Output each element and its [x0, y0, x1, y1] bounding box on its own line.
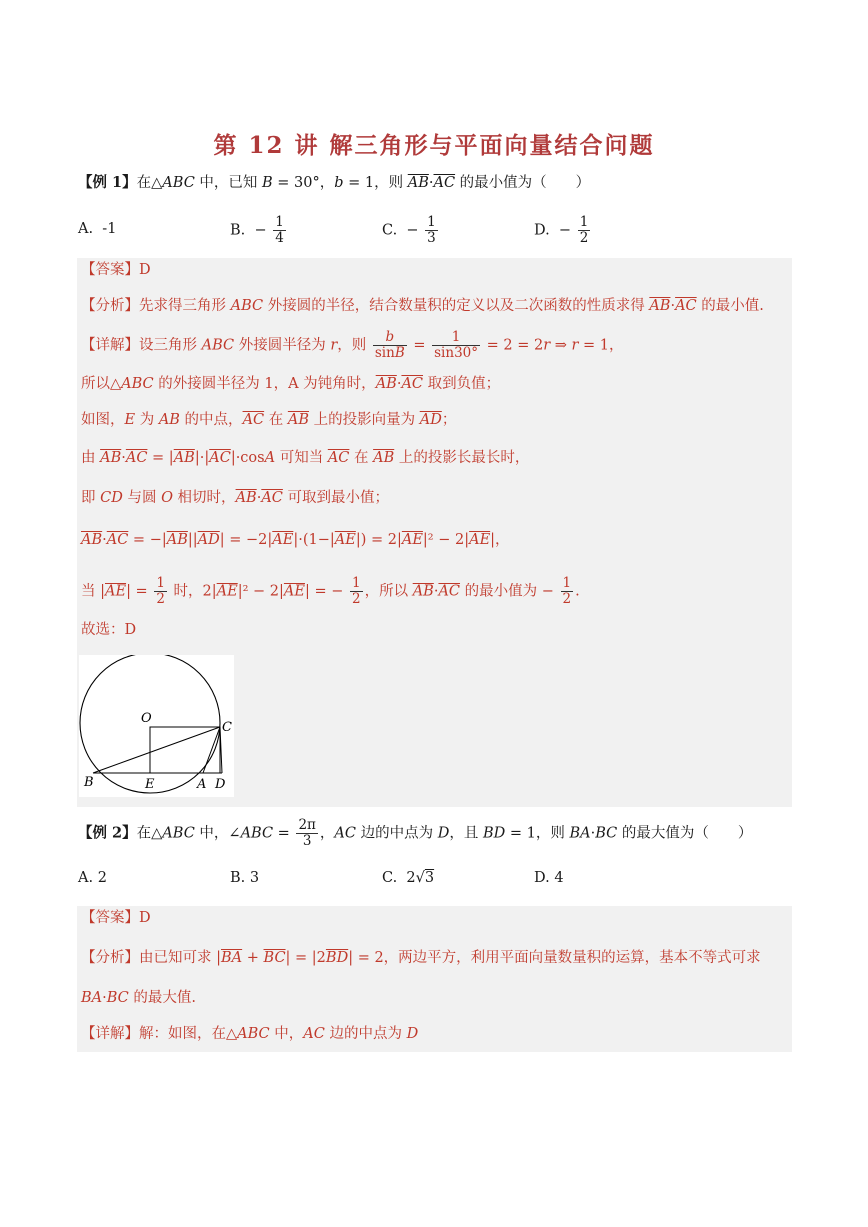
example1-options — [78, 215, 798, 249]
rectangle — [150, 727, 220, 773]
label-b: B — [84, 775, 94, 790]
example2-explanation — [77, 906, 792, 1052]
explanation-line-2: 如图，E 为 AB 的中点，$\overline{AC}$ 在 $\overline{AB}$ 上的投影向量为 $\overline{AD}$； — [81, 412, 457, 428]
label-a: A — [197, 777, 207, 792]
segment-bc — [93, 727, 220, 773]
explanation-line-1: 所以△ABC 的外接圆半径为 1，A 为钝角时，$\overline{AB}\cdot\overline{AC}$ 取到负值； — [81, 376, 501, 392]
explanation-line-7: 故选：D — [81, 622, 137, 638]
option-d[interactable]: D. − $\frac{1}{2}$ — [534, 214, 589, 246]
label-d: D — [215, 777, 226, 792]
geometry-figure — [79, 655, 234, 797]
analysis-line: 【分析】先求得三角形 ABC 外接圆的半径，结合数量积的定义以及二次函数的性质求得 $\overline{AB}\cdot\overline{AC}$ 的最小值. — [81, 298, 764, 314]
explanation-line-3: 由 $\overline{AB}\cdot\overline{AC} = |\overline{AB}|\cdot|\overline{AC}|\cdot\cos A$ 可知当 $\overline{AC}$ 在 $\overline{AB}$ 上的投影长最长时， — [81, 450, 530, 466]
example2-question: 【例 2】在△ABC 中，∠ABC = $\frac{2\pi}{3}$ ，AC 边的中点为 D，且 BD = 1，则 BA·BC 的最大值为（ ） — [78, 817, 753, 849]
example1-question: 【例 1】在△ABC 中，已知 B = 30°，b = 1，则 $\overline{AB}\cdot\overline{AC}$ 的最小值为（ ） — [78, 174, 591, 191]
option-a[interactable]: A. -1 — [78, 221, 117, 237]
explanation-line-4: 即 CD 与圆 O 相切时，$\overline{AB}\cdot\overline{AC}$ 可取到最小值； — [81, 490, 389, 506]
detail-line: 【详解】设三角形 ABC 外接圆半径为 r，则 $\frac{b}{\sin B}$ = $\frac{1}{\sin 30^\circ}$ = 2 = 2r ⇒ r = 1， — [81, 329, 624, 361]
label-o: O — [141, 711, 152, 726]
example1-explanation — [77, 258, 792, 807]
option-c[interactable]: C. 2√3 — [382, 870, 435, 886]
answer-line: 【答案】D — [81, 910, 151, 926]
answer-line: 【答案】D — [81, 262, 151, 278]
option-b[interactable]: B. − $\frac{1}{4}$ — [230, 214, 284, 246]
explanation-line-6: 当 $|\overline{AE}|$ = $\frac{1}{2}$ 时，$2|\overline{AE}|^2 - 2|\overline{AE}|$ = − $\frac{1}{2}$ ，所以 $\overline{AB}\cdot\overline{AC}$ 的最小值为 − $\frac{1}{2}$ . — [81, 575, 580, 607]
option-c[interactable]: C. − $\frac{1}{3}$ — [382, 214, 436, 246]
circle-diagram — [79, 655, 234, 797]
option-d[interactable]: D. 4 — [534, 870, 564, 886]
analysis-line: 【分析】由已知可求 $|\overline{BA} + \overline{BC}| = |2\overline{BD}| = 2$，两边平方，利用平面向量数量积的运算，基本不等式可求 — [81, 950, 761, 966]
segment-ac — [203, 727, 220, 773]
analysis-line-2: BA·BC 的最大值. — [81, 990, 196, 1006]
label-c: C — [222, 720, 232, 735]
option-b[interactable]: B. 3 — [230, 870, 260, 886]
page-title: 第 12 讲 解三角形与平面向量结合问题 — [213, 132, 655, 159]
example2-options — [78, 870, 798, 894]
detail-line: 【详解】解：如图，在△ABC 中，AC 边的中点为 D — [81, 1026, 419, 1042]
label-e: E — [145, 777, 155, 792]
explanation-line-5: $\overline{AB}\cdot\overline{AC} = -|\overline{AB}||\overline{AD}| = -2|\overline{AE}|\cdot(1-|\overline{AE}|) = 2|\overline{AE}|^2 - 2|\overline{AE}|$， — [81, 532, 510, 548]
option-a[interactable]: A. 2 — [78, 870, 107, 886]
